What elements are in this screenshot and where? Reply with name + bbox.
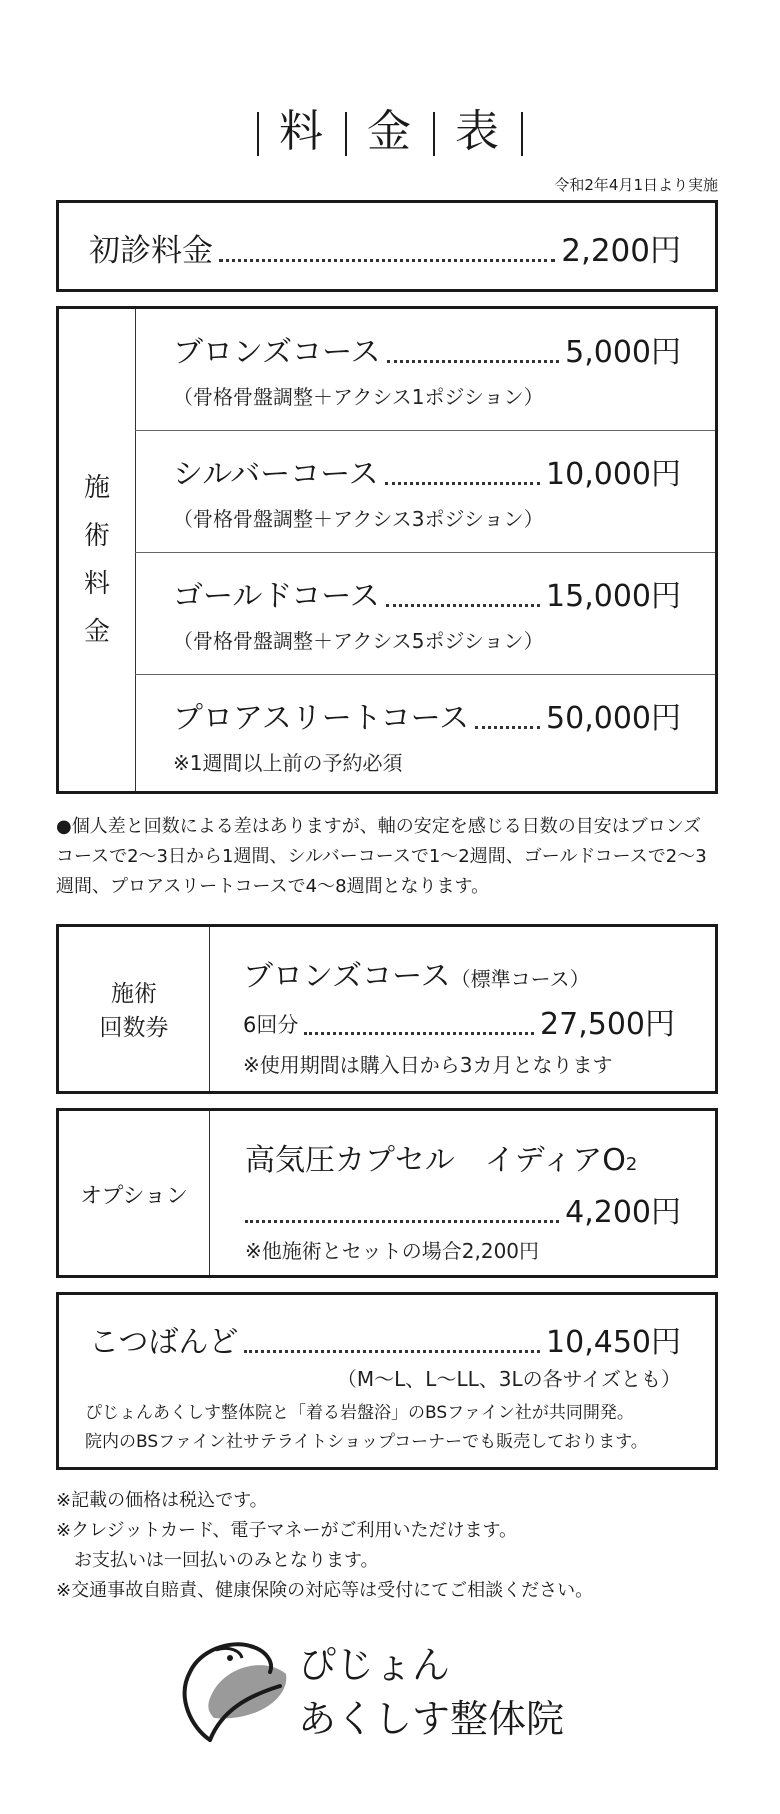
course-row (135, 675, 715, 791)
option-side-label: オプション (79, 1184, 189, 1209)
option-name-sub: 2 (625, 1154, 638, 1175)
course-line (173, 449, 681, 493)
course-price: 15,000円 (546, 579, 681, 614)
side-label-char: 金 (83, 617, 110, 647)
guide-note (56, 812, 726, 902)
kotsuband-price-row (89, 1317, 681, 1361)
kotsuband-sizes: （M〜L、L〜LL、3Lの各サイズとも） (336, 1367, 681, 1391)
course-row (135, 553, 715, 674)
tickets-box (56, 924, 718, 1094)
course-price: 5,000円 (565, 335, 681, 370)
course-line (173, 693, 681, 737)
side-divider (209, 927, 210, 1091)
footnote-line: お支払いは一回払いのみとなります。 (56, 1550, 379, 1571)
leader-dots (475, 726, 540, 729)
initial-fee-box (56, 200, 718, 292)
option-box (56, 1108, 718, 1278)
kotsuband-desc (85, 1399, 648, 1457)
tickets-count: 6回分 (243, 1013, 299, 1037)
course-note: （骨格骨盤調整＋アクシス1ポジション） (173, 385, 544, 409)
course-name: ブロンズコース (173, 335, 381, 370)
leader-dots (304, 1032, 534, 1035)
side-divider (209, 1111, 210, 1275)
tickets-price-row (243, 999, 675, 1043)
side-label-line: 回数券 (99, 1015, 169, 1041)
footnotes (56, 1486, 726, 1606)
guide-note-line: ●個人差と回数による差はありますが、軸の安定を感じる日数の目安はブロンズ (56, 816, 702, 837)
logo-line2: あくしす整体院 (298, 1697, 565, 1741)
treatment-side-label (59, 464, 135, 656)
kotsuband-price: 10,450円 (546, 1325, 681, 1360)
course-line (173, 327, 681, 371)
footnote-line: ※クレジットカード、電子マネーがご利用いただけます。 (56, 1520, 518, 1541)
guide-note-line: 週間、プロアスリートコースで4〜8週間となります。 (56, 876, 490, 897)
course-name: ゴールドコース (173, 579, 380, 614)
page-title (0, 95, 780, 159)
option-note: ※他施術とセットの場合2,200円 (245, 1239, 540, 1263)
option-name: 高気圧カプセル イディアO (245, 1143, 626, 1178)
leader-dots (244, 1350, 540, 1353)
option-price: 4,200円 (565, 1195, 681, 1230)
footnote-line: ※記載の価格は税込です。 (56, 1490, 268, 1511)
course-price: 50,000円 (546, 701, 681, 736)
logo-line1: ぴじょん (298, 1643, 451, 1687)
kotsuband-box (56, 1292, 718, 1470)
kotsuband-name: こつばんど (89, 1325, 239, 1360)
side-label-char: 術 (83, 521, 110, 551)
leader-dots (385, 482, 540, 485)
course-row (135, 309, 715, 430)
title-divider (521, 112, 523, 156)
initial-fee-label: 初診料金 (89, 233, 213, 269)
tickets-title (243, 951, 590, 995)
leader-dots (387, 360, 560, 363)
option-title (245, 1135, 637, 1179)
tickets-note: ※使用期間は購入日から3カ月となります (243, 1053, 613, 1077)
pigeon-leaf-icon (170, 1636, 295, 1756)
tickets-name: ブロンズコース (243, 959, 451, 994)
tickets-name-suffix: （標準コース） (450, 967, 590, 991)
leader-dots (219, 259, 555, 262)
option-price-row (245, 1187, 681, 1231)
kotsuband-desc-line: ぴじょんあくしす整体院と「着る岩盤浴」のBSファイン社が共同開発。 (85, 1403, 634, 1423)
title-char: 金 (367, 106, 413, 157)
tickets-side-label (59, 977, 209, 1045)
course-price: 10,000円 (546, 457, 681, 492)
kotsuband-desc-line: 院内のBSファイン社サテライトショップコーナーでも販売しております。 (85, 1432, 648, 1452)
course-name: プロアスリートコース (173, 701, 470, 736)
title-divider (257, 112, 259, 156)
side-label-line: 施術 (111, 981, 157, 1007)
initial-fee-row (89, 225, 681, 270)
footnote-line: ※交通事故自賠責、健康保険の対応等は受付にてご相談ください。 (56, 1580, 594, 1601)
side-label-char: 施 (83, 473, 110, 503)
course-row (135, 431, 715, 552)
course-note: ※1週間以上前の予約必須 (173, 751, 403, 775)
effective-date: 令和2年4月1日より実施 (554, 176, 718, 194)
leader-dots (245, 1220, 559, 1223)
course-list (135, 309, 715, 791)
tickets-price: 27,500円 (540, 1007, 675, 1042)
title-char: 表 (455, 106, 501, 157)
clinic-logo (170, 1636, 610, 1756)
course-name: シルバーコース (173, 457, 379, 492)
title-divider (433, 112, 435, 156)
title-divider (345, 112, 347, 156)
side-label-char: 料 (83, 569, 110, 599)
course-note: （骨格骨盤調整＋アクシス5ポジション） (173, 629, 544, 653)
course-note: （骨格骨盤調整＋アクシス3ポジション） (173, 507, 544, 531)
title-char: 料 (279, 106, 325, 157)
leader-dots (386, 604, 540, 607)
guide-note-line: コースで2〜3日から1週間、シルバーコースで1〜2週間、ゴールドコースで2〜3 (56, 846, 707, 867)
course-line (173, 571, 681, 615)
treatment-fee-box (56, 306, 718, 794)
initial-fee-price: 2,200円 (561, 233, 681, 269)
